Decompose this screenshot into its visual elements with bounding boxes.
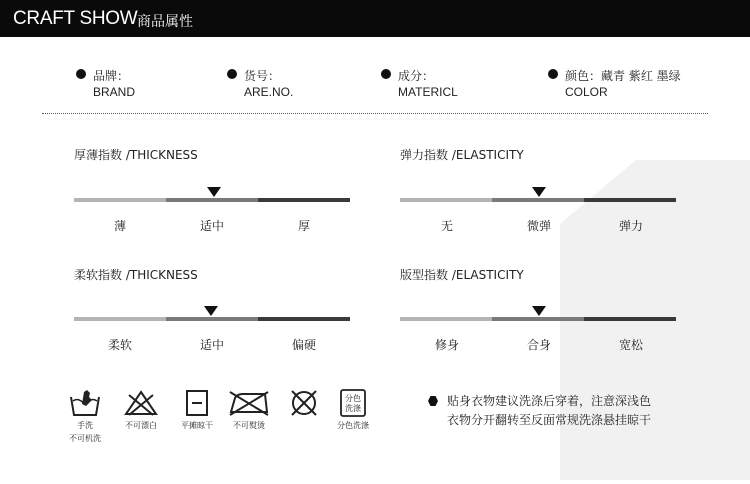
- attr-label: 货号：: [244, 69, 281, 83]
- scale-bar: [400, 198, 676, 202]
- bar-segment-dark: [258, 198, 350, 202]
- note-line: 衣物分开翻转至反面常规洗涤悬挂晾干: [447, 413, 652, 427]
- no-iron-icon: [227, 388, 271, 418]
- care-label: 不可熨烫: [233, 421, 265, 430]
- scale-label: 微弹: [526, 219, 551, 233]
- bar-segment-light: [74, 317, 166, 321]
- attr-label: 成分：: [398, 69, 435, 83]
- no-dryclean-icon: [287, 388, 321, 418]
- care-label: 手洗: [77, 421, 93, 430]
- scale-label: 柔软: [107, 338, 132, 352]
- no-bleach-icon: [123, 388, 159, 418]
- bar-segment-mid: [166, 317, 258, 321]
- bullet-icon: [381, 69, 391, 79]
- bar-segment-mid: [492, 317, 584, 321]
- scale-bar: [400, 317, 676, 321]
- dotted-divider: [42, 113, 708, 114]
- care-separate-wash: [330, 388, 376, 431]
- bar-segment-light: [74, 198, 166, 202]
- box-text: 分色: [345, 394, 361, 403]
- scale-label: 无: [440, 219, 453, 233]
- note-line: 贴身衣物建议洗涤后穿着，注意深浅色: [447, 394, 652, 408]
- attr-en: MATERICL: [398, 85, 458, 99]
- separate-wash-box-text: [330, 394, 376, 414]
- section-title: 商品属性: [137, 14, 193, 30]
- scale-bar: [74, 317, 350, 321]
- scale-title-fit: 版型指数 /ELASTICITY: [400, 268, 524, 282]
- dry-flat-icon: [182, 388, 212, 418]
- care-no-bleach: [118, 388, 164, 431]
- indicator-arrow: [532, 187, 546, 197]
- scale-title-softness: 柔软指数 /THICKNESS: [74, 268, 198, 282]
- scale-label: 修身: [434, 338, 459, 352]
- indicator-arrow: [207, 187, 221, 197]
- care-hand-wash: [62, 388, 108, 444]
- bullet-icon: [548, 69, 558, 79]
- care-dry-flat: [174, 388, 220, 431]
- bar-segment-dark: [258, 317, 350, 321]
- bar-segment-light: [400, 198, 492, 202]
- attr-label: 品牌：: [93, 69, 130, 83]
- bullet-icon: [227, 69, 237, 79]
- care-label: 分色洗涤: [337, 421, 369, 430]
- attr-en: COLOR: [565, 85, 608, 99]
- scale-label: 薄: [113, 219, 126, 233]
- bar-segment-mid: [492, 198, 584, 202]
- care-no-dryclean: [281, 388, 327, 418]
- care-label: 不可漂白: [125, 421, 157, 430]
- scale-title-elasticity: 弹力指数 /ELASTICITY: [400, 148, 524, 162]
- header-bar: [0, 0, 750, 37]
- scale-label: 弹力: [618, 219, 643, 233]
- hand-wash-icon: [68, 388, 102, 418]
- bar-segment-mid: [166, 198, 258, 202]
- scale-label: 偏硬: [291, 338, 316, 352]
- scale-label: 适中: [199, 219, 224, 233]
- hexagon-bullet-icon: [428, 396, 438, 406]
- scale-label: 合身: [526, 338, 551, 352]
- box-text: 洗涤: [345, 404, 361, 413]
- attr-en: ARE.NO.: [244, 85, 294, 99]
- attr-label: 颜色：藏青 紫红 墨绿: [565, 69, 681, 83]
- bar-segment-dark: [584, 317, 676, 321]
- scale-label: 厚: [297, 219, 310, 233]
- scale-label: 宽松: [618, 338, 643, 352]
- indicator-arrow: [204, 306, 218, 316]
- scale-bar: [74, 198, 350, 202]
- brand-title: CRAFT SHOW: [13, 8, 138, 29]
- care-no-iron: [226, 388, 272, 431]
- scale-label: 适中: [199, 338, 224, 352]
- bullet-icon: [76, 69, 86, 79]
- bar-segment-dark: [584, 198, 676, 202]
- attr-en: BRAND: [93, 85, 136, 99]
- care-label: 不可机洗: [69, 434, 101, 443]
- indicator-arrow: [532, 306, 546, 316]
- scale-title-thickness: 厚薄指数 /THICKNESS: [74, 148, 198, 162]
- bar-segment-light: [400, 317, 492, 321]
- care-label: 平摊晾干: [181, 421, 213, 430]
